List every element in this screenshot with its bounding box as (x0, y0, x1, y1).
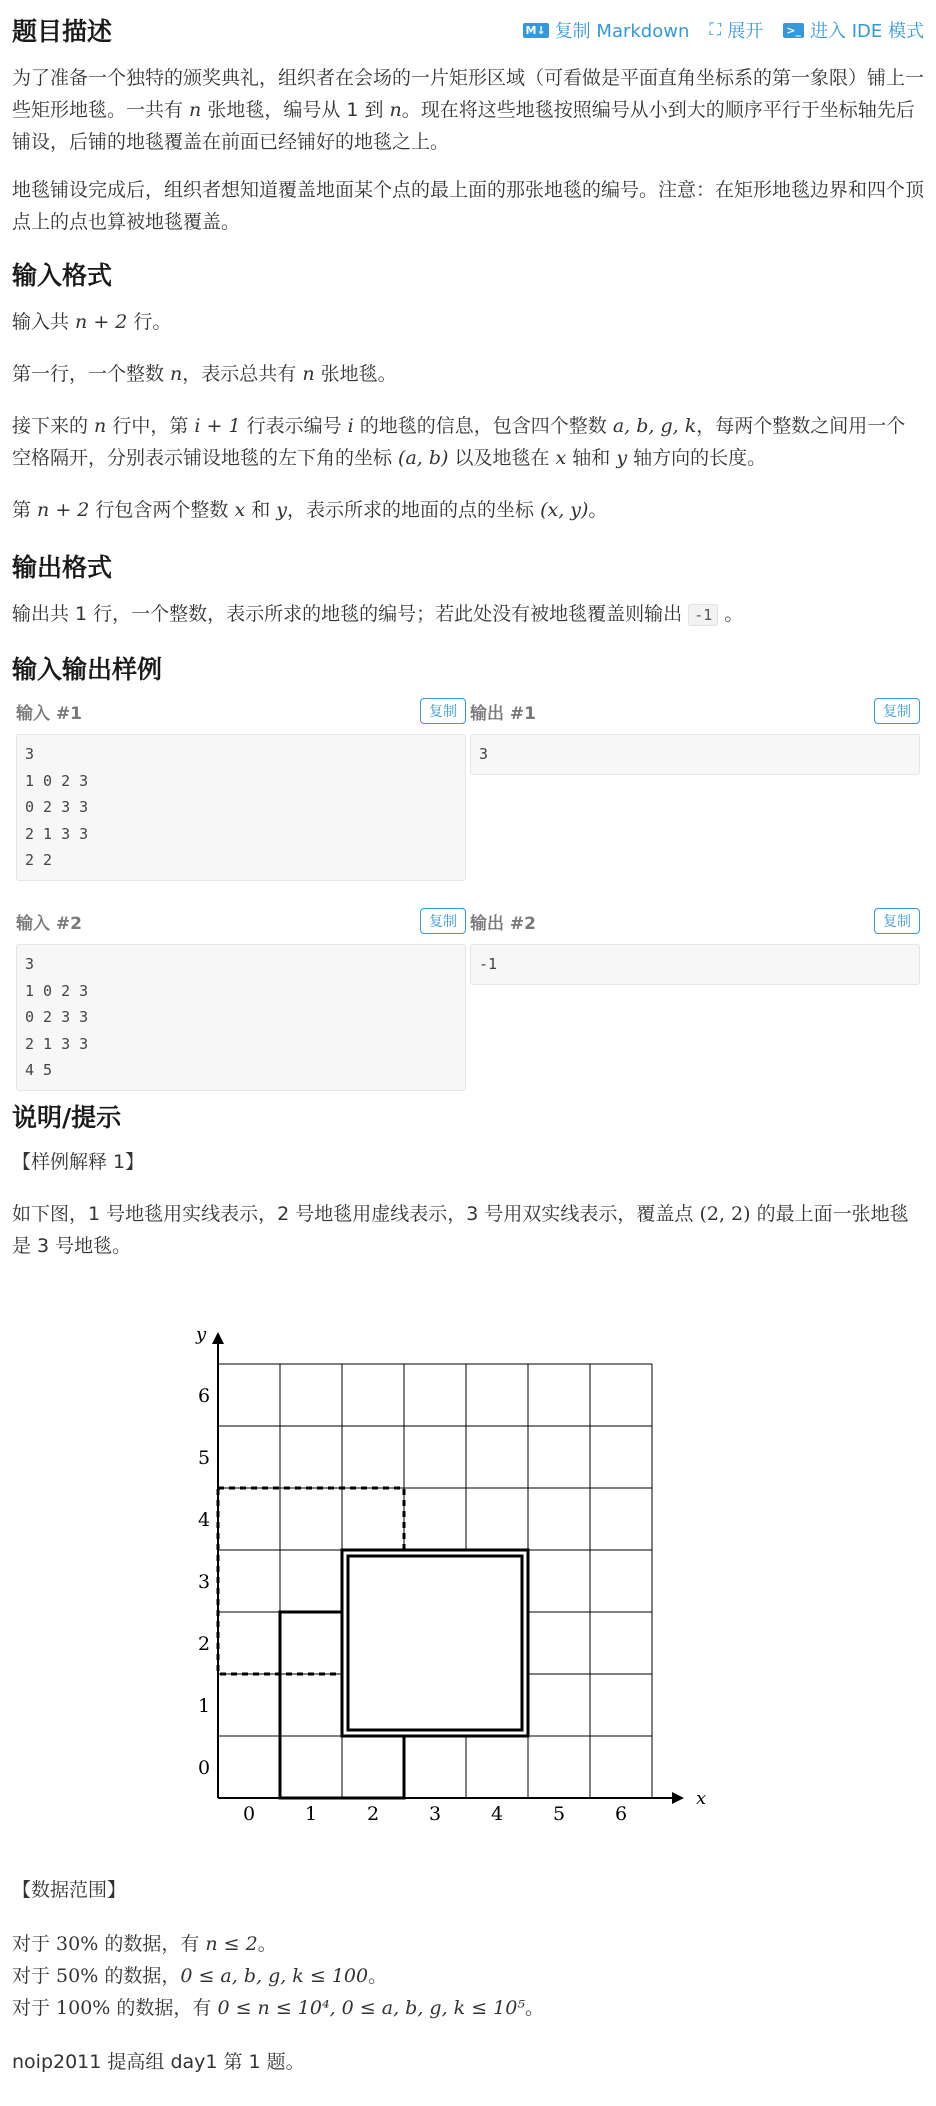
text: 行表示编号 (240, 415, 348, 437)
ide-mode-label: 进入 IDE 模式 (810, 21, 924, 42)
sample-input-1-code: 3 1 0 2 3 0 2 3 3 2 1 3 3 2 2 (16, 734, 466, 881)
text: 第 (12, 499, 38, 521)
math: 0 ≤ a, b, g, k ≤ 100 (180, 1965, 369, 1987)
data-range-line-1 (12, 1928, 924, 1960)
text: 为了准备一个独特的颁奖典礼，组织者在会场的一片矩形区域（可看做是平面直角坐标系的第一象限）铺上一些矩形地毯。一共有 (12, 67, 925, 121)
sample-input-2-label: 输入 #2 (16, 913, 82, 934)
description-paragraph-2: 地毯铺设完成后，组织者想知道覆盖地面某个点的最上面的那张地毯的编号。注意：在矩形地毯边界和四个顶点上的点也算被地毯覆盖。 (12, 179, 925, 233)
y-tick-label: 4 (197, 1509, 211, 1531)
terminal-icon: >_ (783, 23, 804, 38)
math: n (170, 363, 183, 385)
sample-explain-text (12, 1198, 924, 1262)
text: 输入共 (12, 311, 76, 333)
sample-input-2 (16, 906, 466, 1091)
carpet-figure-svg (150, 1295, 730, 1835)
input-format-line-4 (12, 494, 924, 526)
text: 。 (524, 1997, 544, 2019)
input-format-line-3 (12, 410, 924, 474)
text: 。 (368, 1965, 388, 1987)
y-axis-label: y (196, 1324, 207, 1345)
math: 50% (56, 1965, 99, 1987)
markdown-icon: M↓ (523, 23, 549, 38)
math: (2, 2) (699, 1203, 751, 1225)
math: (x, y) (540, 499, 589, 521)
y-tick-label: 5 (197, 1447, 211, 1469)
text: 张地毯。 (314, 363, 397, 385)
text: 的数据，有 (110, 1997, 218, 2019)
math: i (347, 415, 354, 437)
math: n (389, 99, 402, 121)
text: 的地毯的信息，包含四个整数 (353, 415, 613, 437)
x-tick-label: 1 (304, 1803, 318, 1825)
samples-title: 输入输出样例 (12, 655, 163, 684)
math: 100% (56, 1997, 111, 2019)
data-range-line-2 (12, 1960, 924, 1992)
text: ，每两个整数之间用一个空格隔开，分别表示铺设地毯的左下角的坐标 (12, 415, 906, 469)
sample-output-2-header (470, 906, 920, 936)
sample-output-1-code: 3 (470, 734, 920, 775)
sample-output-2-label: 输出 #2 (470, 913, 536, 934)
sample-input-2-code: 3 1 0 2 3 0 2 3 3 2 1 3 3 4 5 (16, 944, 466, 1091)
y-tick-label: 6 (197, 1385, 211, 1407)
text: 的数据， (98, 1965, 181, 1987)
carpet-figure (150, 1295, 730, 1835)
text: 行中，第 (106, 415, 195, 437)
math: n + 2 (75, 311, 128, 333)
sample-input-1-label: 输入 #1 (16, 703, 82, 724)
text: 。现在将这些地毯按照编号从小到大的顺序平行于坐标轴先后铺设，后铺的地毯覆盖在前面已经铺好的地毯之上。 (12, 99, 915, 153)
text: 。 (588, 499, 608, 521)
math: n + 2 (37, 499, 90, 521)
input-format-title: 输入格式 (12, 261, 113, 290)
text: 第一行，一个整数 (12, 363, 171, 385)
input-format-line-2 (12, 358, 924, 390)
text: 如下图，1 号地毯用实线表示，2 号地毯用虚线表示，3 号用双实线表示，覆盖点 (12, 1203, 700, 1225)
text: 对于 (12, 1997, 57, 2019)
sample-output-1 (470, 696, 920, 775)
math: x (555, 447, 567, 469)
sample-output-2 (470, 906, 920, 985)
text: 对于 (12, 1933, 57, 1955)
y-tick-label: 0 (197, 1757, 211, 1779)
problem-source: noip2011 提高组 day1 第 1 题。 (12, 2051, 305, 2073)
math: a, b, g, k (612, 415, 697, 437)
text: 轴和 (566, 447, 617, 469)
sample-input-1 (16, 696, 466, 881)
text: 。 (718, 603, 744, 625)
text: 行包含两个整数 (89, 499, 235, 521)
output-format-line (12, 598, 924, 631)
output-format-title: 输出格式 (12, 553, 113, 582)
text: 对于 (12, 1965, 57, 1987)
text: 接下来的 (12, 415, 95, 437)
expand-label: 展开 (727, 21, 764, 42)
y-tick-label: 1 (197, 1695, 211, 1717)
x-axis-label: x (696, 1788, 707, 1809)
math: 30% (56, 1933, 99, 1955)
copy-output-1-button[interactable]: 复制 (874, 698, 920, 724)
math: 0 ≤ n ≤ 10⁴, 0 ≤ a, b, g, k ≤ 10⁵ (217, 1997, 525, 2019)
math: y (616, 447, 628, 469)
text: 的最上面一张地毯是 3 号地毯。 (12, 1203, 909, 1257)
text: ，表示总共有 (182, 363, 303, 385)
x-tick-label: 4 (490, 1803, 504, 1825)
x-tick-label: 6 (614, 1803, 628, 1825)
sample-input-1-header (16, 696, 466, 726)
math: n (189, 99, 202, 121)
copy-markdown-label: 复制 Markdown (554, 21, 690, 42)
math: y (276, 499, 288, 521)
expand-icon: ⛶ (709, 20, 722, 40)
x-tick-label: 5 (552, 1803, 566, 1825)
y-tick-label: 2 (197, 1633, 211, 1655)
copy-input-2-button[interactable]: 复制 (420, 908, 466, 934)
sample-input-2-header (16, 906, 466, 936)
description-title: 题目描述 (12, 17, 113, 46)
header-tools (523, 17, 924, 43)
text: 和 (245, 499, 277, 521)
math: n (302, 363, 315, 385)
sample-explain-label: 【样例解释 1】 (12, 1151, 145, 1173)
sample-output-2-code: -1 (470, 944, 920, 985)
sample-output-1-label: 输出 #1 (470, 703, 536, 724)
copy-output-2-button[interactable]: 复制 (874, 908, 920, 934)
math: n (94, 415, 107, 437)
text: 行。 (127, 311, 172, 333)
x-tick-label: 0 (242, 1803, 256, 1825)
x-tick-label: 2 (366, 1803, 380, 1825)
math: i + 1 (194, 415, 241, 437)
math: (a, b) (398, 447, 449, 469)
x-tick-label: 3 (428, 1803, 442, 1825)
input-format-line-1 (12, 306, 924, 338)
hint-title: 说明/提示 (12, 1103, 122, 1132)
description-paragraph-1 (12, 62, 924, 158)
carpet-3-double-outer (342, 1550, 528, 1736)
inline-code: -1 (688, 604, 718, 626)
text: ，表示所求的地面的点的坐标 (287, 499, 541, 521)
data-range-label: 【数据范围】 (12, 1879, 127, 1901)
text: 。 (257, 1933, 277, 1955)
copy-markdown-button[interactable] (523, 17, 690, 43)
data-range-line-3 (12, 1992, 924, 2024)
text: 张地毯，编号从 1 到 (201, 99, 390, 121)
text: 轴方向的长度。 (627, 447, 767, 469)
text: 以及地毯在 (448, 447, 556, 469)
ide-mode-button[interactable] (783, 17, 924, 43)
expand-button[interactable] (709, 17, 763, 43)
copy-input-1-button[interactable]: 复制 (420, 698, 466, 724)
text: 输出共 1 行，一个整数，表示所求的地毯的编号；若此处没有被地毯覆盖则输出 (12, 603, 689, 625)
math: n ≤ 2 (205, 1933, 258, 1955)
sample-output-1-header (470, 696, 920, 726)
problem-header (12, 12, 924, 48)
text: 的数据，有 (98, 1933, 206, 1955)
math: x (234, 499, 246, 521)
y-tick-label: 3 (197, 1571, 211, 1593)
